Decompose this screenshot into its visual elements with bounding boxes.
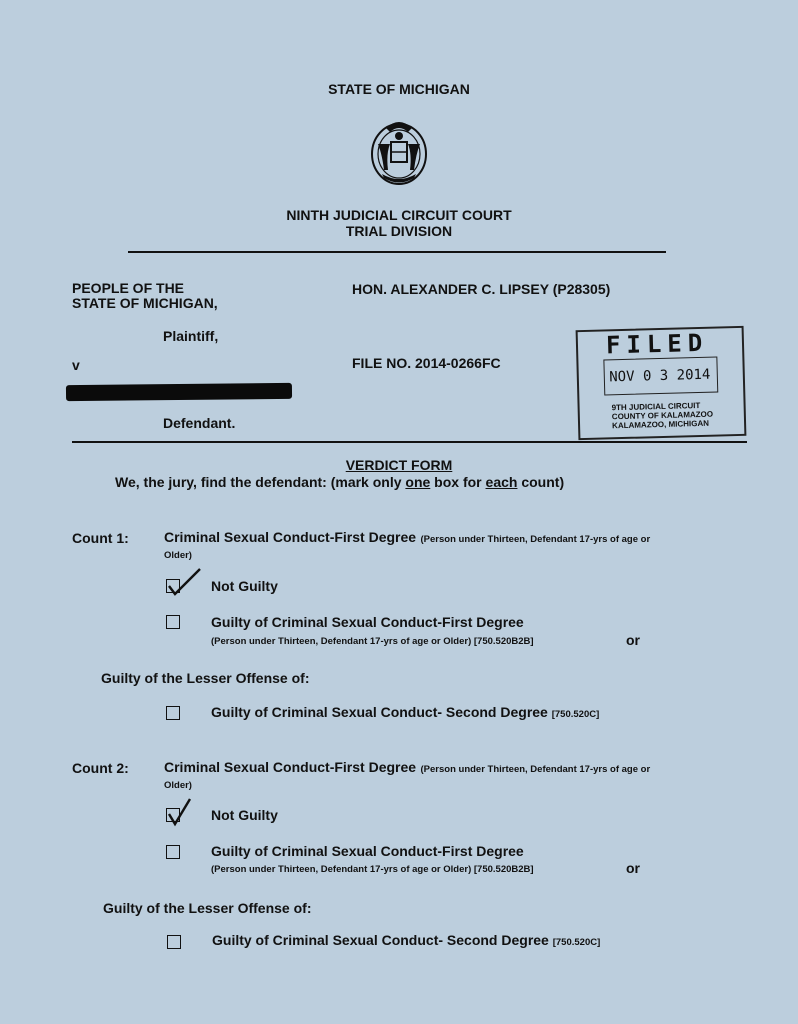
stamp-title: FILED bbox=[605, 328, 709, 360]
count-2-guilty-first-detail: (Person under Thirteen, Defendant 17-yrs of age or Older) [750.520B2B] bbox=[211, 864, 534, 875]
defendant-label: Defendant. bbox=[163, 415, 236, 431]
count-1-guilty-first-detail: (Person under Thirteen, Defendant 17-yrs of age or Older) [750.520B2B] bbox=[211, 636, 534, 647]
count-1-or: or bbox=[626, 632, 640, 648]
count-1-charge: Criminal Sexual Conduct-First Degree (Person under Thirteen, Defendant 17-yrs of age or Older) bbox=[164, 529, 651, 561]
count-1-lesser-checkbox[interactable] bbox=[166, 706, 180, 720]
count-2-lesser-heading: Guilty of the Lesser Offense of: bbox=[103, 900, 312, 916]
checkmark-icon bbox=[164, 796, 204, 828]
michigan-seal-icon bbox=[364, 114, 434, 190]
state-title: STATE OF MICHIGAN bbox=[328, 81, 470, 97]
count-1-guilty-first-checkbox[interactable] bbox=[166, 615, 180, 629]
plaintiff-label: Plaintiff, bbox=[163, 328, 219, 344]
versus-label: v bbox=[72, 357, 80, 373]
count-2-or: or bbox=[626, 860, 640, 876]
file-number: FILE NO. 2014-0266FC bbox=[352, 355, 501, 371]
redacted-defendant-name bbox=[66, 383, 292, 401]
stamp-date-box bbox=[603, 357, 718, 396]
count-2-lesser-label: Guilty of Criminal Sexual Conduct- Second Degree [750.520C] bbox=[212, 932, 601, 948]
form-title: VERDICT FORM bbox=[345, 457, 453, 473]
court-name: NINTH JUDICIAL CIRCUIT COURT bbox=[286, 207, 512, 223]
count-2-charge: Criminal Sexual Conduct-First Degree (Person under Thirteen, Defendant 17-yrs of age or Older) bbox=[164, 759, 651, 791]
stamp-court: 9TH JUDICIAL CIRCUIT COUNTY OF KALAMAZOO KALAMAZOO, MICHIGAN bbox=[611, 400, 714, 431]
caption-divider bbox=[72, 441, 747, 443]
judge-name: HON. ALEXANDER C. LIPSEY (P28305) bbox=[352, 281, 611, 297]
count-2-lesser-checkbox[interactable] bbox=[167, 935, 181, 949]
filed-stamp bbox=[576, 326, 747, 440]
count-1-lesser-label: Guilty of Criminal Sexual Conduct- Second Degree [750.520C] bbox=[211, 704, 600, 720]
form-instructions: We, the jury, find the defendant: (mark only one box for each count) bbox=[115, 474, 565, 490]
checkmark-icon bbox=[164, 566, 204, 598]
count-1-not-guilty-label: Not Guilty bbox=[211, 578, 278, 594]
court-division: TRIAL DIVISION bbox=[345, 223, 453, 239]
header-divider bbox=[128, 251, 666, 253]
stamp-date: NOV 0 3 2014 bbox=[609, 366, 711, 386]
count-1-label: Count 1: bbox=[72, 530, 129, 546]
count-1-guilty-first-label: Guilty of Criminal Sexual Conduct-First Degree bbox=[211, 614, 524, 630]
plaintiff-name: PEOPLE OF THE STATE OF MICHIGAN, bbox=[72, 280, 218, 311]
count-2-not-guilty-label: Not Guilty bbox=[211, 807, 278, 823]
count-2-label: Count 2: bbox=[72, 760, 129, 776]
count-2-guilty-first-label: Guilty of Criminal Sexual Conduct-First Degree bbox=[211, 843, 524, 859]
count-2-guilty-first-checkbox[interactable] bbox=[166, 845, 180, 859]
count-1-lesser-heading: Guilty of the Lesser Offense of: bbox=[101, 670, 310, 686]
